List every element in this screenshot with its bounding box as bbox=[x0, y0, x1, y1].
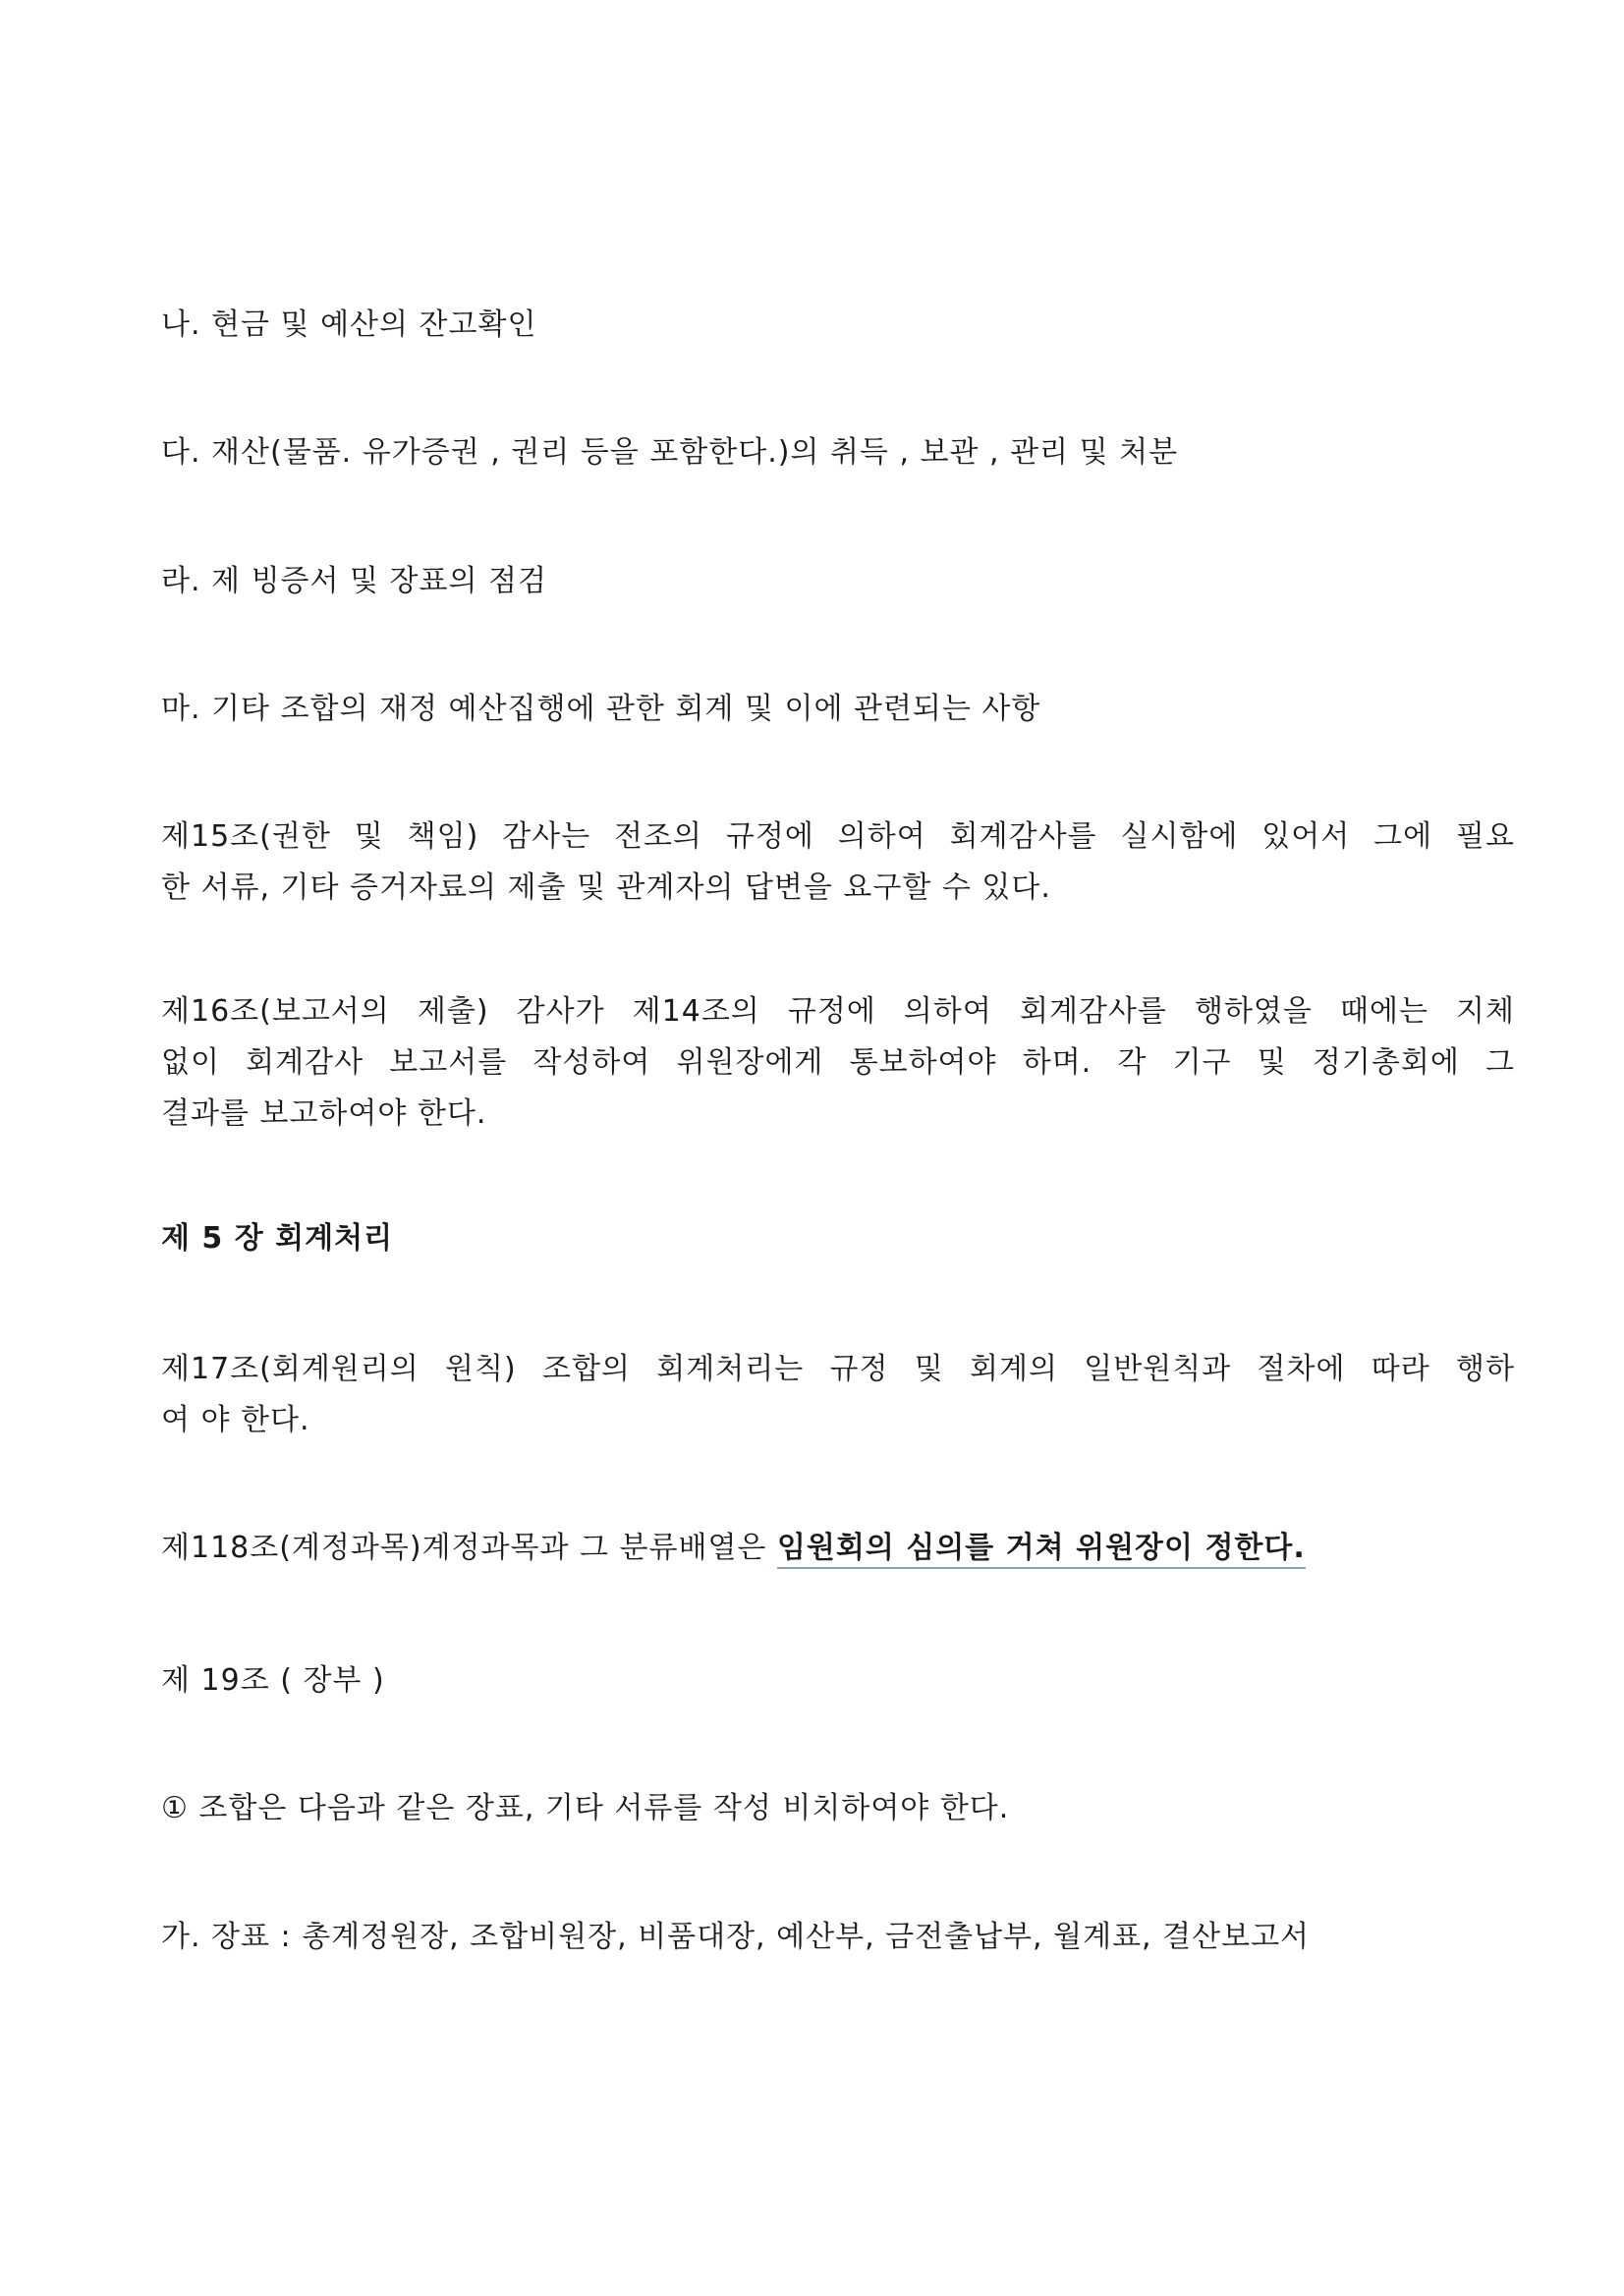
article-16-line-1: 제16조(보고서의 제출) 감사가 제14조의 규정에 의하여 회계감사를 행하였을 때에는 지체 bbox=[161, 994, 1515, 1029]
item-da-text: 다. 재산(물품. 유가증권 , 권리 등을 포함한다.)의 취득 , 보관 , 관리 및 처분 bbox=[161, 435, 1179, 470]
item-na-text: 나. 현금 및 예산의 잔고확인 bbox=[161, 308, 537, 342]
article-19-heading bbox=[161, 1655, 1515, 1707]
article-19-clause-1 bbox=[161, 1783, 1515, 1834]
item-da bbox=[161, 427, 1515, 478]
article-17 bbox=[161, 1344, 1515, 1446]
article-18-line bbox=[161, 1523, 1515, 1574]
item-ra bbox=[161, 556, 1515, 607]
chapter-5-heading bbox=[161, 1213, 1515, 1264]
article-18-text: 제118조(계정과목)계정과목과 그 분류배열은 bbox=[161, 1531, 777, 1565]
item-ra-text: 라. 제 빙증서 및 장표의 점검 bbox=[161, 564, 547, 598]
item-na bbox=[161, 300, 1515, 351]
article-15-line-2: 한 서류, 기타 증거자료의 제출 및 관계자의 답변을 요구할 수 있다. bbox=[161, 870, 1051, 905]
article-18 bbox=[161, 1523, 1515, 1574]
article-19-item-ga bbox=[161, 1912, 1515, 1963]
article-19-clause-1-text: ① 조합은 다음과 같은 장표, 기타 서류를 작성 비치하여야 한다. bbox=[161, 1791, 1010, 1825]
article-19-title: 제 19조 ( 장부 ) bbox=[161, 1663, 385, 1698]
article-17-line-1: 제17조(회계원리의 원칙) 조합의 회계처리는 규정 및 회계의 일반원칙과 절차에 따라 행하 bbox=[161, 1352, 1515, 1386]
article-15-line-1: 제15조(권한 및 책임) 감사는 전조의 규정에 의하여 회계감사를 실시함에 있어서 그에 필요 bbox=[161, 819, 1515, 854]
article-16-line-3: 결과를 보고하여야 한다. bbox=[161, 1096, 487, 1131]
article-15 bbox=[161, 812, 1515, 914]
item-ma-text: 마. 기타 조합의 재정 예산집행에 관한 회계 및 이에 관련되는 사항 bbox=[161, 692, 1041, 726]
article-18-emphasis: 임원회의 심의를 거쳐 위원장이 정한다. bbox=[777, 1531, 1306, 1569]
article-19-item-ga-text: 가. 장표 : 총계정원장, 조합비원장, 비품대장, 예산부, 금전출납부, 월계표, 결산보고서 bbox=[161, 1920, 1311, 1954]
article-16-line-2: 없이 회계감사 보고서를 작성하여 위원장에게 통보하여야 하며. 각 기구 및 정기총회에 그 bbox=[161, 1045, 1515, 1080]
chapter-5-title: 제 5 장 회계처리 bbox=[161, 1221, 394, 1256]
article-16 bbox=[161, 986, 1515, 1140]
article-17-line-2: 여 야 한다. bbox=[161, 1403, 310, 1437]
item-ma bbox=[161, 684, 1515, 735]
